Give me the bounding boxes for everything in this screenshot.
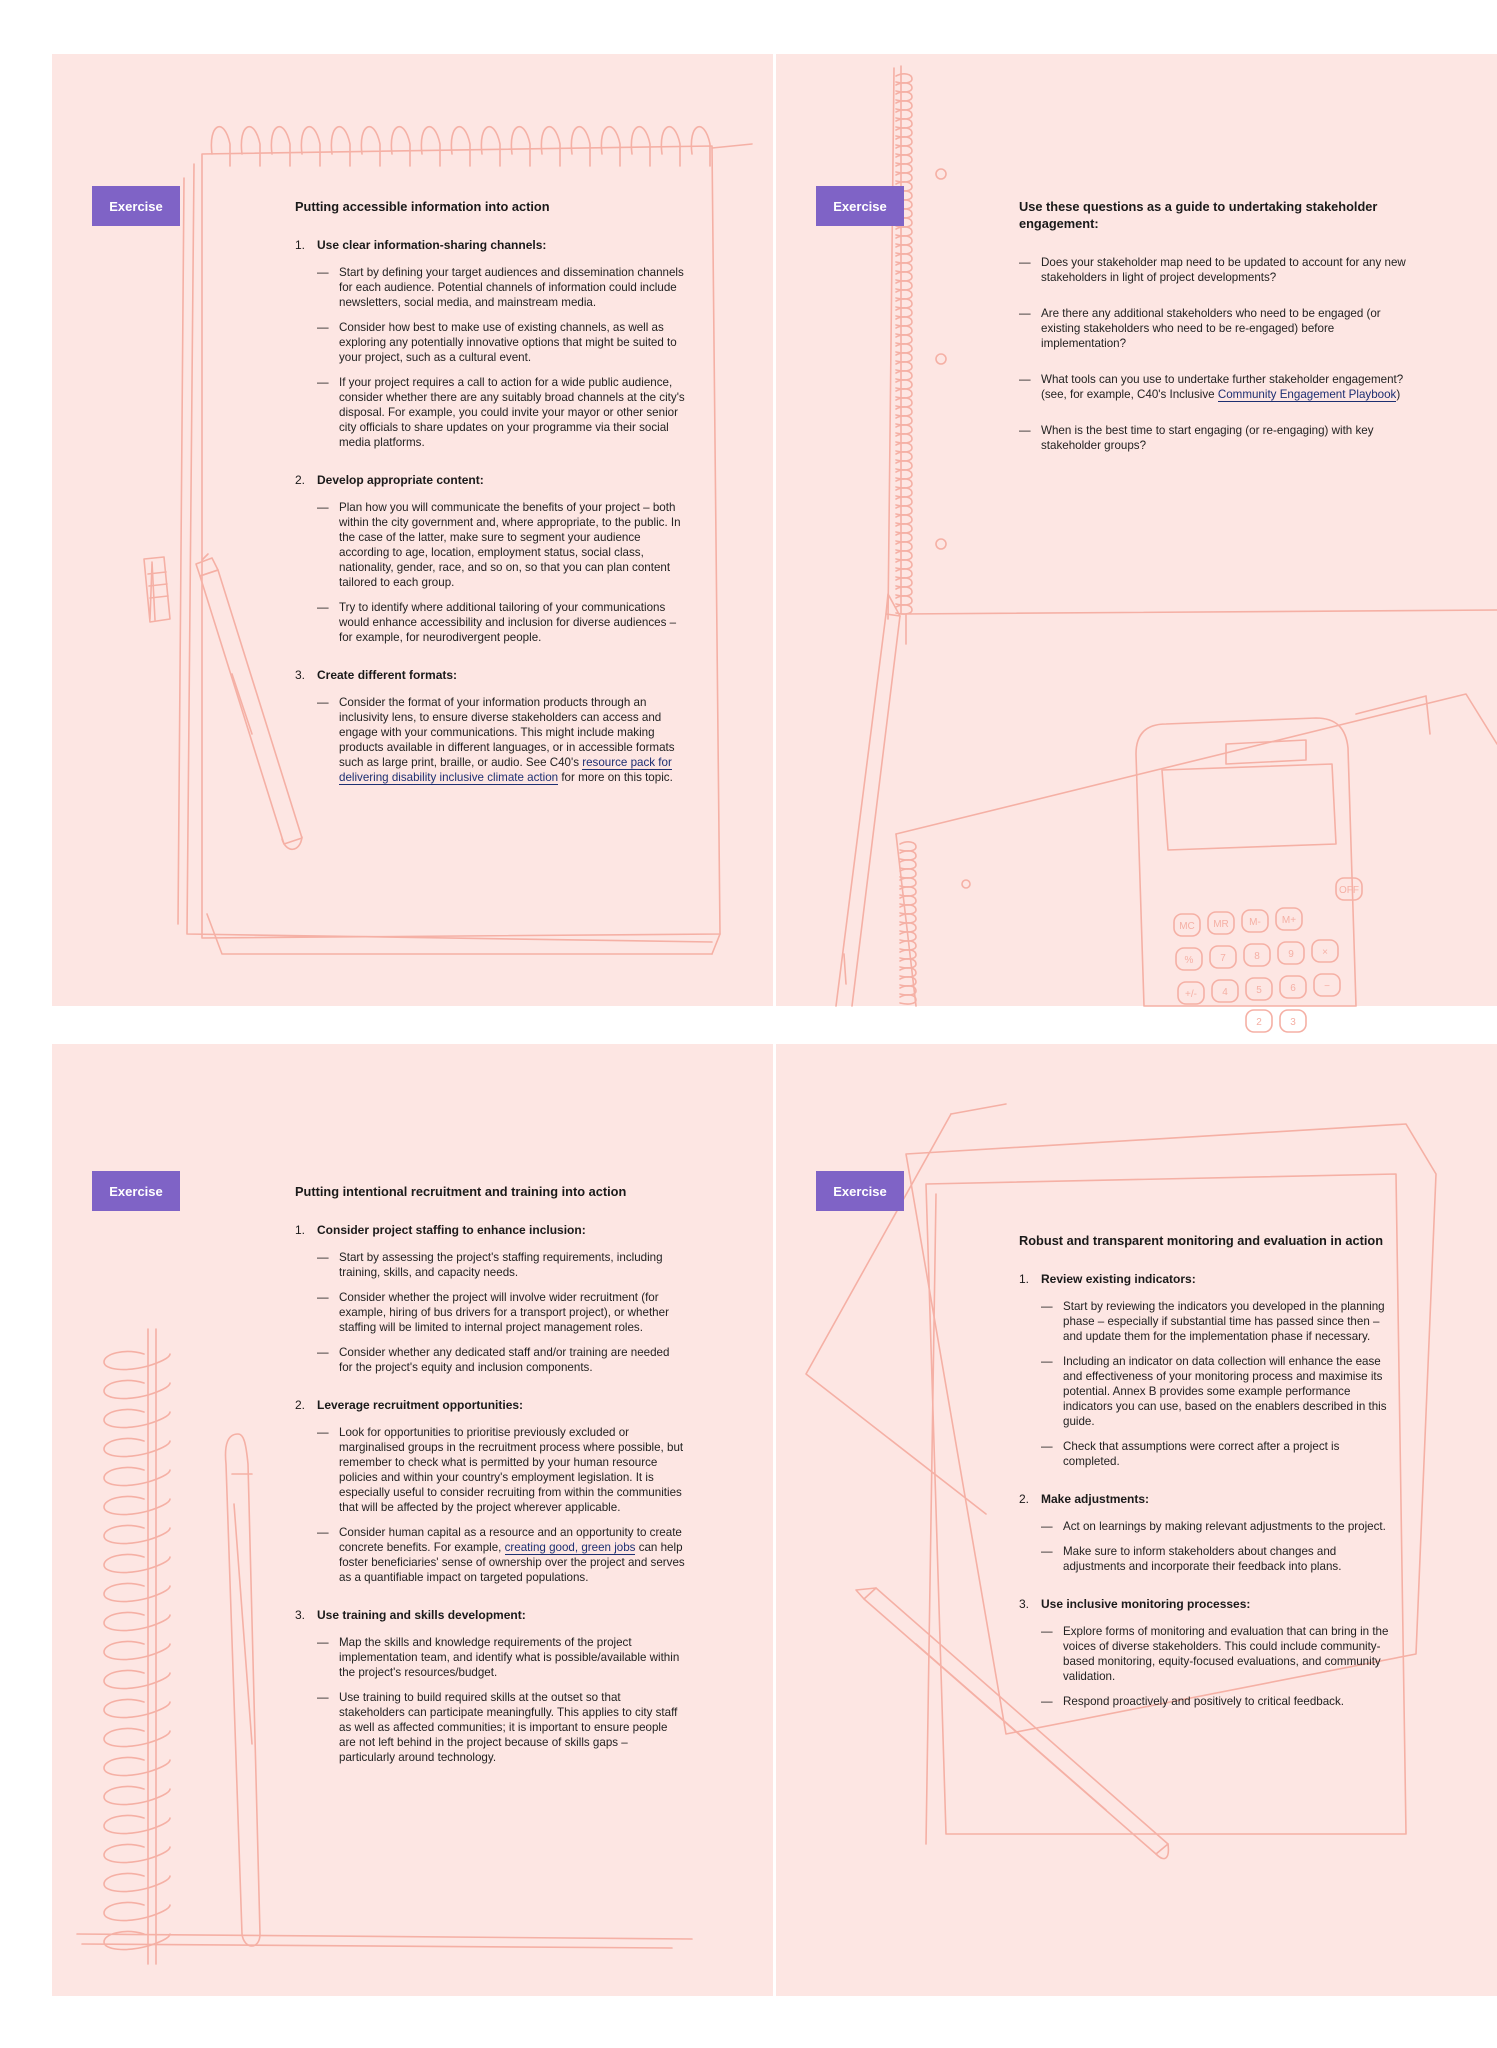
dash-marker: — xyxy=(1041,1695,1053,1708)
bullet-text: Check that assumptions were correct after a project is completed. xyxy=(1063,1440,1340,1468)
notebook-ring xyxy=(104,1555,170,1573)
list-item xyxy=(1041,1694,1394,1709)
green-jobs-link[interactable]: creating good, green jobs xyxy=(504,1541,636,1554)
section-number: 3. xyxy=(295,668,306,682)
notebook-ring xyxy=(104,1352,170,1370)
section-heading xyxy=(1019,1272,1394,1287)
calculator-key-label: 9 xyxy=(1288,949,1294,960)
bullet-text: Including an indicator on data collection will enhance the ease and effectiveness of your monitoring process and maximise its potential. Annex B provides some example performance indicators you can use, based on the enablers described in this guide. xyxy=(1063,1355,1387,1428)
spiral-coil xyxy=(900,842,916,851)
exercise-title: Robust and transparent monitoring and evaluation in action xyxy=(1019,1233,1384,1248)
page-recruitment-training xyxy=(52,1044,773,1996)
spiral-coil xyxy=(896,290,912,299)
list-item xyxy=(1019,423,1409,453)
dash-marker: — xyxy=(1041,1520,1053,1533)
bullet-text: If your project requires a call to action for a wide public audience, consider whether there are any suitably broad channels at the city's disposal. For example, you could invite your mayor or other senior city officials to share updates on your programme via their social media platforms. xyxy=(339,376,685,449)
list-item xyxy=(1019,255,1409,285)
spiral-coil xyxy=(896,470,912,479)
dash-marker: — xyxy=(1041,1355,1053,1368)
exercise-title: Putting intentional recruitment and training into action xyxy=(295,1184,627,1199)
notebook-ring xyxy=(104,1758,170,1776)
calculator-key-label: 5 xyxy=(1256,985,1262,996)
list-item xyxy=(317,320,685,365)
section-number: 3. xyxy=(295,1608,306,1622)
bullet-text: Start by reviewing the indicators you developed in the planning phase – especially if substantial time has passed since then – and update them for the implementation phase if necessary. xyxy=(1063,1300,1385,1343)
exercise-content xyxy=(1019,1232,1394,1732)
spiral-coil xyxy=(896,164,912,173)
question-text: When is the best time to start engaging (or re-engaging) with key stakeholder groups? xyxy=(1041,424,1374,452)
section-number: 2. xyxy=(295,1398,306,1412)
spiral-coil xyxy=(896,146,912,155)
bullet-text: Consider how best to make use of existing channels, as well as exploring any potentially innovative options that might be suited to your project, such as a cultural event. xyxy=(339,321,677,364)
spiral-coil xyxy=(896,551,912,560)
spiral-coil xyxy=(896,263,912,272)
section-monitoring xyxy=(1019,1597,1394,1709)
spiral-coil xyxy=(896,245,912,254)
calculator-key-label: OFF xyxy=(1339,885,1359,896)
question-text: What tools can you use to undertake further stakeholder engagement? (see, for example, C40's Inclusive xyxy=(1041,373,1404,401)
spiral-coil xyxy=(896,560,912,569)
spiral-coil xyxy=(896,173,912,182)
page-monitoring-evaluation xyxy=(776,1044,1497,1996)
section-number: 3. xyxy=(1019,1597,1030,1611)
page-stakeholder-engagement xyxy=(776,54,1497,1028)
bullet-text: Start by defining your target audiences and dissemination channels for each audience. Potential channels of information could include newsletters, social media, and mainstream media. xyxy=(339,266,684,309)
list-item xyxy=(317,500,685,590)
exercise-content xyxy=(295,1183,685,1788)
spiral-coil xyxy=(896,353,912,362)
dash-marker: — xyxy=(1019,256,1031,269)
list-item xyxy=(1041,1439,1394,1469)
section-content xyxy=(295,473,685,645)
question-text: Does your stakeholder map need to be updated to account for any new stakeholders in light of project developments? xyxy=(1041,256,1406,284)
calculator-key-label: M- xyxy=(1249,917,1261,928)
bullet-text: Consider whether the project will involve wider recruitment (for example, hiring of bus drivers for a transport project), or whether staffing will be limited to internal project management roles. xyxy=(339,1291,669,1334)
section-heading xyxy=(1019,1492,1394,1507)
dash-marker: — xyxy=(317,1251,329,1264)
dash-marker: — xyxy=(1041,1440,1053,1453)
spiral-coil xyxy=(896,227,912,236)
bullet-text: can help foster beneficiaries' sense of ownership over the project and serves as a quantifiable impact on targeted populations. xyxy=(339,1541,685,1584)
bullet-text: Act on learnings by making relevant adjustments to the project. xyxy=(1063,1520,1386,1533)
spiral-coil xyxy=(896,569,912,578)
notebook-ring xyxy=(104,1497,170,1515)
section-number: 1. xyxy=(295,238,306,252)
section-recruitment xyxy=(295,1398,685,1585)
notebook-ring xyxy=(104,1729,170,1747)
section-number: 2. xyxy=(1019,1492,1030,1506)
spiral-coil xyxy=(900,905,916,914)
page-accessible-information xyxy=(52,54,773,1006)
spiral-coil xyxy=(900,968,916,977)
section-adjustments xyxy=(1019,1492,1394,1574)
spiral-coil xyxy=(896,479,912,488)
resource-pack-link[interactable]: resource pack for delivering disability inclusive climate action xyxy=(339,756,672,784)
section-training xyxy=(295,1608,685,1765)
spiral-coil xyxy=(896,335,912,344)
dash-marker: — xyxy=(1041,1300,1053,1313)
list-item xyxy=(1041,1624,1394,1684)
dash-marker: — xyxy=(317,1426,329,1439)
list-item xyxy=(317,1525,685,1585)
calculator-key-label: M+ xyxy=(1281,915,1297,926)
section-number: 2. xyxy=(295,473,306,487)
bullet-text: Make sure to inform stakeholders about changes and adjustments and incorporate their feedback into plans. xyxy=(1063,1545,1342,1573)
notebook-ring xyxy=(104,1671,170,1689)
bullet-text: Explore forms of monitoring and evaluation that can bring in the voices of diverse stakeholders. This could include community-based monitoring, equity-focused evaluations, and community validation. xyxy=(1063,1625,1389,1683)
bullet-text: Start by assessing the project's staffing requirements, including training, skills, and capacity needs. xyxy=(339,1251,663,1279)
notebook-ring xyxy=(104,1903,170,1921)
list-item xyxy=(317,1250,685,1280)
spiral-coil xyxy=(896,101,912,110)
section-heading-text: Leverage recruitment opportunities: xyxy=(317,1398,524,1412)
calculator-key-label: MR xyxy=(1213,919,1229,930)
spiral-coil xyxy=(896,398,912,407)
section-heading xyxy=(295,1398,685,1413)
spiral-coil xyxy=(896,461,912,470)
spiral-coil xyxy=(896,407,912,416)
section-heading-text: Use inclusive monitoring processes: xyxy=(1041,1597,1251,1611)
calculator-key-label: 8 xyxy=(1254,951,1260,962)
bullet-text: Consider whether any dedicated staff and/or training are needed for the project's equity and inclusion components. xyxy=(339,1346,670,1374)
bullet-text: Consider the format of your information products through an inclusivity lens, to ensure diverse stakeholders can access and engage with your communications. This might include making products available in different languages, or in accessible formats such as large print, braille, or audio. See C40's xyxy=(339,696,675,769)
section-staffing xyxy=(295,1223,685,1375)
calculator-key-label: 2 xyxy=(1256,1017,1262,1028)
spiral-coil xyxy=(900,896,916,905)
spiral-coil xyxy=(896,236,912,245)
spiral-coil xyxy=(900,950,916,959)
spiral-coil xyxy=(896,128,912,137)
spiral-coil xyxy=(900,914,916,923)
spiral-coil xyxy=(896,488,912,497)
spiral-coil xyxy=(896,308,912,317)
list-item xyxy=(317,1690,685,1765)
notebook-ring xyxy=(104,1845,170,1863)
dash-marker: — xyxy=(317,601,329,614)
dash-marker: — xyxy=(317,1346,329,1359)
dash-marker: — xyxy=(317,376,329,389)
dash-marker: — xyxy=(317,1526,329,1539)
bullet-text: for more on this topic. xyxy=(558,771,673,784)
notebook-ring xyxy=(104,1816,170,1834)
notebook-ring xyxy=(104,1526,170,1544)
spiral-coil xyxy=(896,425,912,434)
spiral-coil xyxy=(896,371,912,380)
bullet-text: Plan how you will communicate the benefits of your project – both within the city government and, where appropriate, to the public. In the case of the latter, make sure to segment your audience according to age, location, employment status, social class, nationality, gender, race, and so on, so that you can plan content tailored to each group. xyxy=(339,501,681,589)
list-item xyxy=(1019,372,1409,402)
spiral-coil xyxy=(896,83,912,92)
spiral-coil xyxy=(896,119,912,128)
playbook-link[interactable]: Community Engagement Playbook xyxy=(1217,388,1397,401)
spiral-coil xyxy=(900,851,916,860)
spiral-coil xyxy=(896,155,912,164)
notebook-ring xyxy=(104,1613,170,1631)
dash-marker: — xyxy=(317,1691,329,1704)
spiral-coil xyxy=(896,443,912,452)
exercise-title: Use these questions as a guide to undertaking stakeholder engagement: xyxy=(1019,199,1378,231)
spiral-coil xyxy=(900,860,916,869)
spiral-coil xyxy=(896,416,912,425)
list-item xyxy=(317,1345,685,1375)
dash-marker: — xyxy=(317,501,329,514)
section-heading xyxy=(295,238,685,253)
notebook-ring xyxy=(104,1381,170,1399)
spiral-coil xyxy=(896,74,912,83)
spiral-coil xyxy=(896,362,912,371)
spiral-coil xyxy=(896,533,912,542)
notebook-ring xyxy=(104,1700,170,1718)
notebook-ring xyxy=(104,1642,170,1660)
section-heading-text: Review existing indicators: xyxy=(1041,1272,1196,1286)
section-number: 1. xyxy=(295,1223,306,1237)
bullet-text: Use training to build required skills at the outset so that stakeholders can participate meaningfully. This applies to city staff as well as affected communities; it is important to ensure people are not left behind in the project because of skills gaps – particularly around technology. xyxy=(339,1691,678,1764)
spiral-coil xyxy=(896,596,912,605)
calculator-key-label: 6 xyxy=(1290,983,1296,994)
spiral-coil xyxy=(900,959,916,968)
list-item xyxy=(1041,1544,1394,1574)
list-item xyxy=(317,1425,685,1515)
spiral-coil xyxy=(896,389,912,398)
calculator-key-label: 4 xyxy=(1222,987,1228,998)
exercise-badge: Exercise xyxy=(816,1171,904,1211)
notebook-ring xyxy=(104,1787,170,1805)
dash-marker: — xyxy=(317,266,329,279)
section-heading-text: Create different formats: xyxy=(317,668,458,682)
spiral-coil xyxy=(896,254,912,263)
list-item xyxy=(317,375,685,450)
dash-marker: — xyxy=(1019,373,1031,386)
dash-marker: — xyxy=(317,321,329,334)
bullet-text: Consider human capital as a resource and an opportunity to create concrete benefits. For example, xyxy=(339,1526,682,1554)
notebook-ring xyxy=(104,1468,170,1486)
notebook-ring xyxy=(104,1410,170,1428)
calculator-key-label: × xyxy=(1322,947,1328,958)
spiral-coil xyxy=(896,344,912,353)
section-heading xyxy=(295,1608,685,1623)
section-heading-text: Use training and skills development: xyxy=(317,1608,526,1622)
spiral-coil xyxy=(896,587,912,596)
spiral-coil xyxy=(896,434,912,443)
calculator-key-label: % xyxy=(1184,955,1194,966)
spiral-coil xyxy=(896,380,912,389)
list-item xyxy=(317,265,685,310)
spiral-coil xyxy=(896,326,912,335)
spiral-coil xyxy=(896,272,912,281)
spiral-coil xyxy=(896,137,912,146)
dash-marker: — xyxy=(317,696,329,709)
section-indicators xyxy=(1019,1272,1394,1469)
dash-marker: — xyxy=(1041,1625,1053,1638)
dash-marker: — xyxy=(1041,1545,1053,1558)
section-heading-text: Use clear information-sharing channels: xyxy=(317,238,547,252)
dash-marker: — xyxy=(1019,424,1031,437)
list-item xyxy=(1041,1299,1394,1344)
section-heading xyxy=(295,473,685,488)
exercise-badge: Exercise xyxy=(816,186,904,226)
section-heading xyxy=(1019,1597,1394,1612)
bullet-text: Respond proactively and positively to critical feedback. xyxy=(1063,1695,1344,1708)
spiral-coil xyxy=(896,542,912,551)
list-item xyxy=(317,600,685,645)
dash-marker: — xyxy=(1019,307,1031,320)
exercise-title: Putting accessible information into action xyxy=(295,199,550,214)
calculator-key-label: 7 xyxy=(1220,953,1226,964)
spiral-coil xyxy=(896,92,912,101)
section-formats xyxy=(295,668,685,785)
spiral-coil xyxy=(896,497,912,506)
question-text: ) xyxy=(1396,388,1401,401)
calculator-key-label: MC xyxy=(1179,921,1195,932)
section-heading xyxy=(295,668,685,683)
dash-marker: — xyxy=(317,1291,329,1304)
exercise-content xyxy=(1019,198,1409,474)
section-number: 1. xyxy=(1019,1272,1030,1286)
section-heading-text: Consider project staffing to enhance inclusion: xyxy=(317,1223,586,1237)
bullet-text: Map the skills and knowledge requirements of the project implementation team, and identify what is possible/available within the project's resources/budget. xyxy=(339,1636,680,1679)
spiral-coil xyxy=(896,578,912,587)
exercise-badge: Exercise xyxy=(92,1171,180,1211)
exercise-badge: Exercise xyxy=(92,186,180,226)
section-heading xyxy=(295,1223,685,1238)
list-item xyxy=(1041,1354,1394,1429)
spiral-coil xyxy=(896,281,912,290)
spiral-coil xyxy=(896,506,912,515)
spiral-coil xyxy=(900,995,916,1004)
section-channels xyxy=(295,238,685,450)
calculator-key-label: +/- xyxy=(1185,989,1197,1000)
spiral-coil xyxy=(896,452,912,461)
bullet-text: Look for opportunities to prioritise previously excluded or marginalised groups in the recruitment process where possible, but remember to check what is permitted by your human resource policies and within your country's employment legislation. It is especially useful to consider recruiting from within the communities that will be affected by the project wherever applicable. xyxy=(339,1426,684,1514)
spiral-coil xyxy=(896,299,912,308)
dash-marker: — xyxy=(317,1636,329,1649)
notebook-ring xyxy=(104,1439,170,1457)
spiral-coil xyxy=(896,110,912,119)
exercise-content xyxy=(295,198,685,808)
question-text: Are there any additional stakeholders who need to be engaged (or existing stakeholders who need to be re-engaged) before implementation? xyxy=(1041,307,1381,350)
calculator-key-label: 3 xyxy=(1290,1017,1296,1028)
bullet-text: Try to identify where additional tailoring of your communications would enhance accessibility and inclusion for diverse audiences – for example, for neurodivergent people. xyxy=(339,601,677,644)
spiral-coil xyxy=(896,524,912,533)
section-heading-text: Develop appropriate content: xyxy=(317,473,484,487)
spiral-coil xyxy=(896,515,912,524)
spiral-coil xyxy=(896,317,912,326)
spiral-coil xyxy=(900,869,916,878)
notebook-ring xyxy=(104,1584,170,1602)
list-item xyxy=(317,1290,685,1335)
calculator-key-label: − xyxy=(1324,981,1330,992)
list-item xyxy=(1041,1519,1394,1534)
list-item xyxy=(317,1635,685,1680)
list-item xyxy=(1019,306,1409,351)
list-item xyxy=(317,695,685,785)
section-heading-text: Make adjustments: xyxy=(1041,1492,1150,1506)
notebook-ring xyxy=(104,1874,170,1892)
